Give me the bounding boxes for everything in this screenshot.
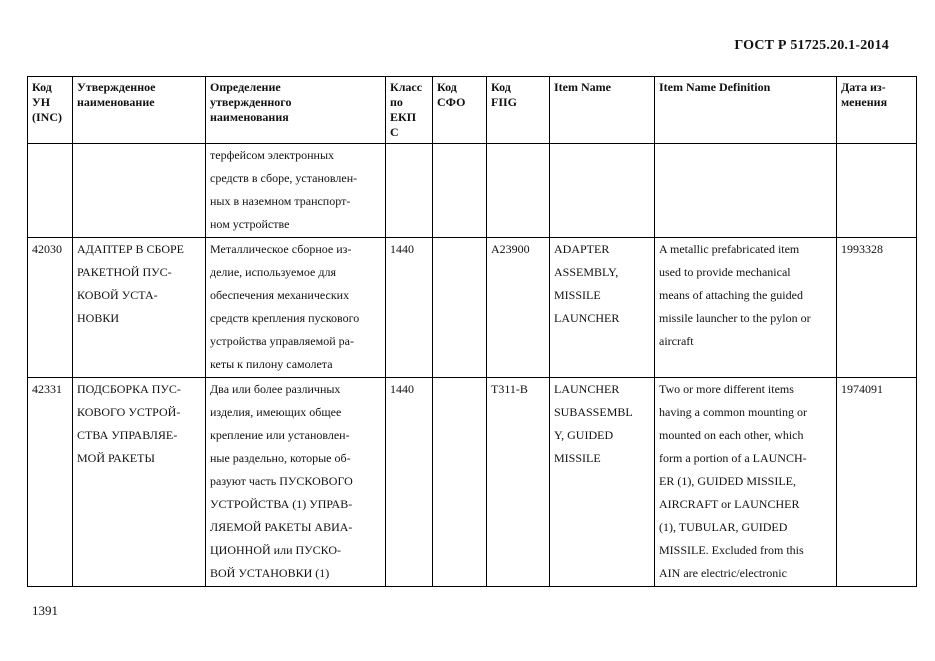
page-number: 1391	[32, 603, 58, 618]
cell-fiig: A23900	[487, 238, 550, 378]
table-row	[28, 144, 917, 238]
document-code: ГОСТ Р 51725.20.1-2014	[734, 38, 889, 53]
column-header-class: Класс по ЕКП С	[386, 77, 433, 144]
column-header-sfo: Код СФО	[433, 77, 487, 144]
cell-sfo	[433, 378, 487, 587]
cell-definition: терфейсом электронных средств в сборе, установлен- ных в наземном транспорт- ном устройстве	[206, 144, 386, 238]
cell-date: 1993328	[837, 238, 917, 378]
cell-name: АДАПТЕР В СБОРЕ РАКЕТНОЙ ПУС- КОВОЙ УСТА- НОВКИ	[73, 238, 206, 378]
table-row	[28, 238, 917, 378]
cell-fiig: T311-B	[487, 378, 550, 587]
cell-name	[73, 144, 206, 238]
cell-fiig	[487, 144, 550, 238]
cell-item-name: ADAPTER ASSEMBLY, MISSILE LAUNCHER	[550, 238, 655, 378]
column-header-item-name: Item Name	[550, 77, 655, 144]
cell-inc	[28, 144, 73, 238]
column-header-date: Дата из- менения	[837, 77, 917, 144]
cell-item-name	[550, 144, 655, 238]
cell-sfo	[433, 238, 487, 378]
cell-item-definition: A metallic prefabricated item used to provide mechanical means of attaching the guided missile launcher to the pylon or aircraft	[655, 238, 837, 378]
cell-class	[386, 144, 433, 238]
column-header-fiig: Код FIIG	[487, 77, 550, 144]
cell-class: 1440	[386, 378, 433, 587]
cell-item-name: LAUNCHER SUBASSEMBL Y, GUIDED MISSILE	[550, 378, 655, 587]
cell-date	[837, 144, 917, 238]
cell-sfo	[433, 144, 487, 238]
cell-item-definition: Two or more different items having a common mounting or mounted on each other, which form a portion of a LAUNCH- ER (1), GUIDED MISSILE, AIRCRAFT or LAUNCHER (1), TUBULAR, GUIDED MISSILE. Excluded from this AIN are electric/electronic	[655, 378, 837, 587]
cell-definition: Два или более различных изделия, имеющих общее крепление или установлен- ные раздельно, которые об- разуют часть ПУСКОВОГО УСТРОЙСТВА (1) УПРАВ- ЛЯЕМОЙ РАКЕТЫ АВИА- ЦИОННОЙ или ПУСКО- ВОЙ УСТАНОВКИ (1)	[206, 378, 386, 587]
table-row	[28, 378, 917, 587]
column-header-inc: Код УН (INC)	[28, 77, 73, 144]
cell-name: ПОДСБОРКА ПУС- КОВОГО УСТРОЙ- СТВА УПРАВЛЯЕ- МОЙ РАКЕТЫ	[73, 378, 206, 587]
cell-date: 1974091	[837, 378, 917, 587]
cell-inc: 42030	[28, 238, 73, 378]
column-header-name: Утвержденное наименование	[73, 77, 206, 144]
items-table	[27, 76, 917, 587]
cell-inc: 42331	[28, 378, 73, 587]
cell-definition: Металлическое сборное из- делие, используемое для обеспечения механических средств крепления пускового устройства управляемой ра- кеты к пилону самолета	[206, 238, 386, 378]
column-header-item-definition: Item Name Definition	[655, 77, 837, 144]
column-header-definition: Определение утвержденного наименования	[206, 77, 386, 144]
cell-item-definition	[655, 144, 837, 238]
table-header-row	[28, 77, 917, 144]
cell-class: 1440	[386, 238, 433, 378]
